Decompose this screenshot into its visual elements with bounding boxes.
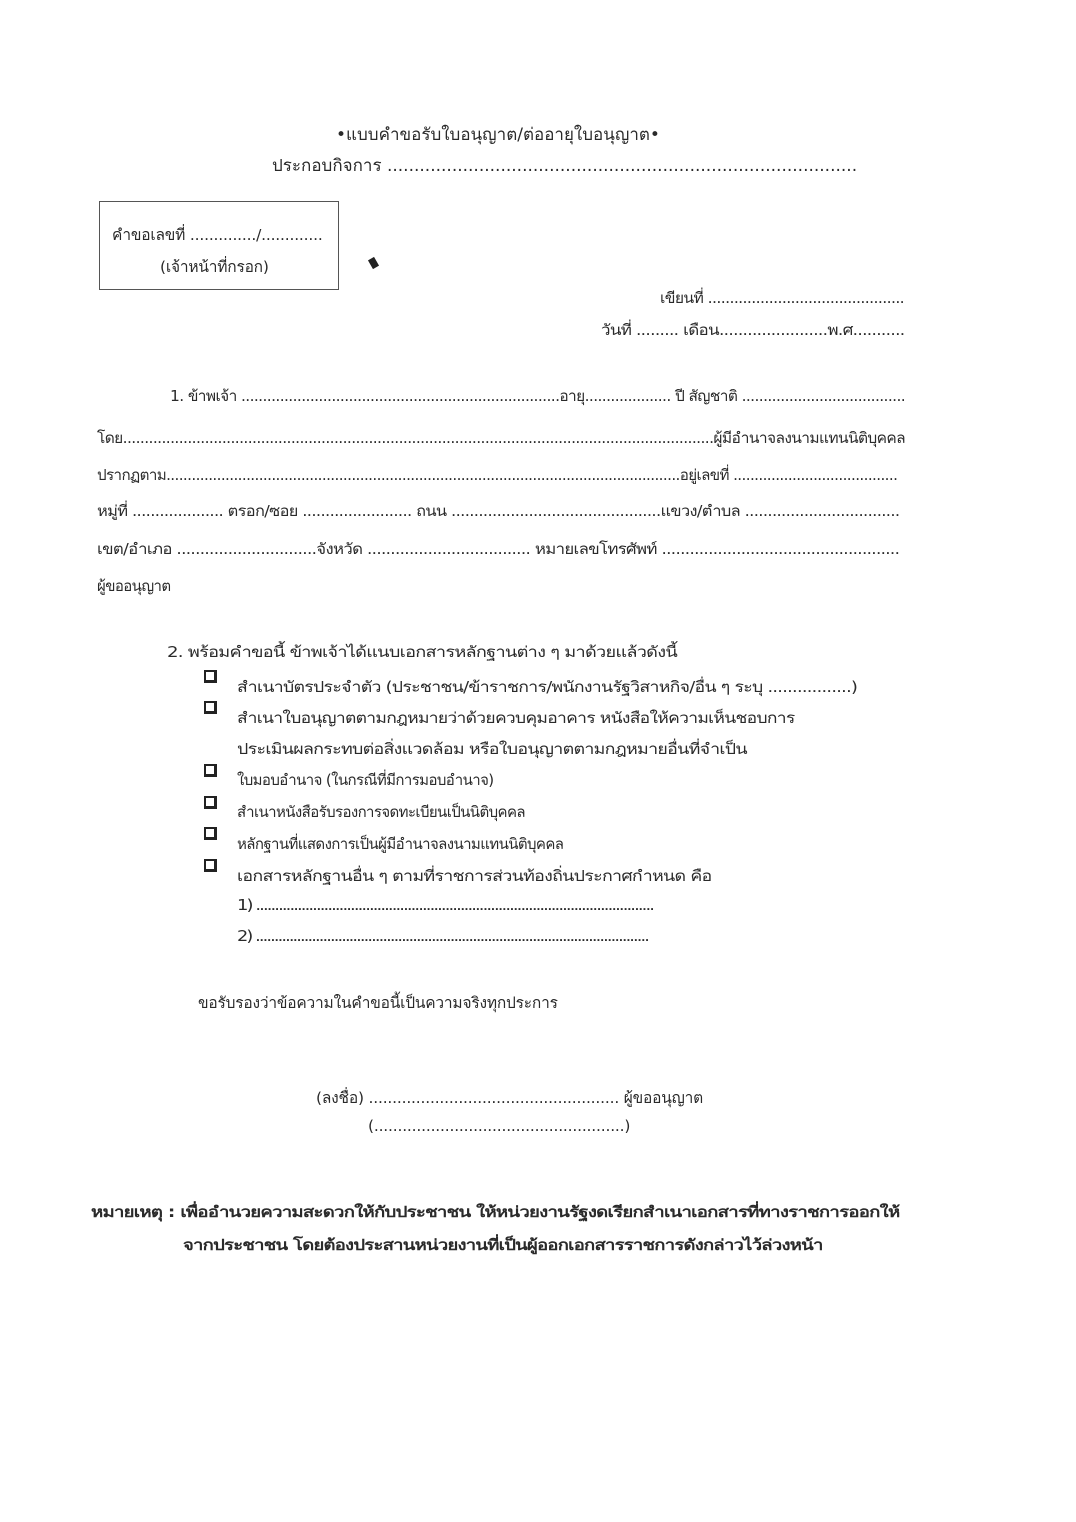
checkbox-juristic-registration[interactable] bbox=[204, 796, 217, 809]
attachment-building-permit-cont: ประเมินผลกระทบต่อสิ่งแวดล้อม หรือใบอนุญาตตามกฎหมายอื่นที่จำเป็น bbox=[237, 740, 747, 758]
footnote-line-2: จากประชาชน โดยต้องประสานหน่วยงานที่เป็นผู้ออกเอกสารราชการดังกล่าวไว้ล่วงหน้า bbox=[183, 1236, 823, 1254]
printed-name-line[interactable]: (.....................................................) bbox=[368, 1117, 631, 1135]
attachment-id-card: สำเนาบัตรประจำตัว (ประชาชน/ข้าราชการ/พนักงานรัฐวิสาหกิจ/อื่น ๆ ระบุ .................) bbox=[237, 678, 858, 696]
form-title: •แบบคำขอรับใบอนุญาต/ต่ออายุใบอนุญาต• bbox=[336, 125, 660, 145]
attachment-authorized-signer-proof: หลักฐานที่แสดงการเป็นผู้มีอำนาจลงนามแทนนิติบุคคล bbox=[237, 835, 564, 853]
officer-fill-note: (เจ้าหน้าที่กรอก) bbox=[160, 258, 269, 276]
certification-statement: ขอรับรองว่าข้อความในคำขอนี้เป็นความจริงทุกประการ bbox=[198, 994, 558, 1012]
checkbox-authorized-signer-proof[interactable] bbox=[204, 827, 217, 840]
attachment-power-of-attorney: ใบมอบอำนาจ (ในกรณีที่มีการมอบอำนาจ) bbox=[237, 771, 494, 789]
checkbox-other-documents[interactable] bbox=[204, 859, 217, 872]
business-type-field[interactable]: ประกอบกิจการ ....................................................................................... bbox=[272, 156, 858, 176]
scan-speck bbox=[368, 257, 379, 269]
checkbox-building-permit[interactable] bbox=[204, 701, 217, 714]
footnote-line-1: หมายเหตุ : เพื่ออำนวยความสะดวกให้กับประชาชน ให้หน่วยงานรัฐงดเรียกสำเนาเอกสารที่ทางราชการออกให้ bbox=[91, 1203, 900, 1221]
attachments-intro: 2. พร้อมคำขอนี้ ข้าพเจ้าได้แนบเอกสารหลักฐานต่าง ๆ มาด้วยแล้วดังนี้ bbox=[167, 643, 678, 661]
district-province-phone-line[interactable]: เขต/อำเภอ ..............................จังหวัด ................................... หมายเลขโทรศัพท์ ................................................... bbox=[97, 540, 900, 558]
other-document-2-field[interactable]: 2) ......................................................................................................... bbox=[237, 927, 649, 945]
authorized-signer-line[interactable]: โดย.........................................................................................................................................ผู้มีอำนาจลงนามแทนนิติบุคคล bbox=[97, 429, 906, 447]
signature-line[interactable]: (ลงชื่อ) ..................................................... ผู้ขออนุญาต bbox=[316, 1089, 704, 1107]
checkbox-power-of-attorney[interactable] bbox=[204, 764, 217, 777]
attachment-juristic-registration: สำเนาหนังสือรับรองการจดทะเบียนเป็นนิติบุคคล bbox=[237, 803, 525, 821]
applicant-name-line[interactable]: 1. ข้าพเจ้า ..........................................................................อายุ.................... ปี สัญชาติ ...................................... bbox=[170, 387, 906, 405]
attachment-building-permit: สำเนาใบอนุญาตตามกฎหมายว่าด้วยควบคุมอาคาร หนังสือให้ความเห็นชอบการ bbox=[237, 709, 795, 727]
applicant-label: ผู้ขออนุญาต bbox=[97, 577, 171, 595]
reference-address-line[interactable]: ปรากฏตาม..........................................................................................................................อยู่เลขที่ ....................................... bbox=[97, 466, 898, 484]
attachment-other-documents: เอกสารหลักฐานอื่น ๆ ตามที่ราชการส่วนท้องถิ่นประกาศกำหนด คือ bbox=[237, 867, 712, 885]
written-at-field[interactable]: เขียนที่ ............................................. bbox=[660, 289, 905, 307]
other-document-1-field[interactable]: 1) ......................................................................................................... bbox=[237, 896, 654, 914]
request-number-field[interactable]: คำขอเลขที่ ............../............. bbox=[112, 226, 323, 244]
address-detail-line[interactable]: หมู่ที่ .................... ตรอก/ซอย ........................ ถนน ..............................................แขวง/ตำบล .................................. bbox=[97, 502, 900, 520]
checkbox-id-card[interactable] bbox=[204, 670, 217, 683]
date-field[interactable]: วันที่ ......... เดือน.......................พ.ศ........... bbox=[601, 321, 905, 339]
